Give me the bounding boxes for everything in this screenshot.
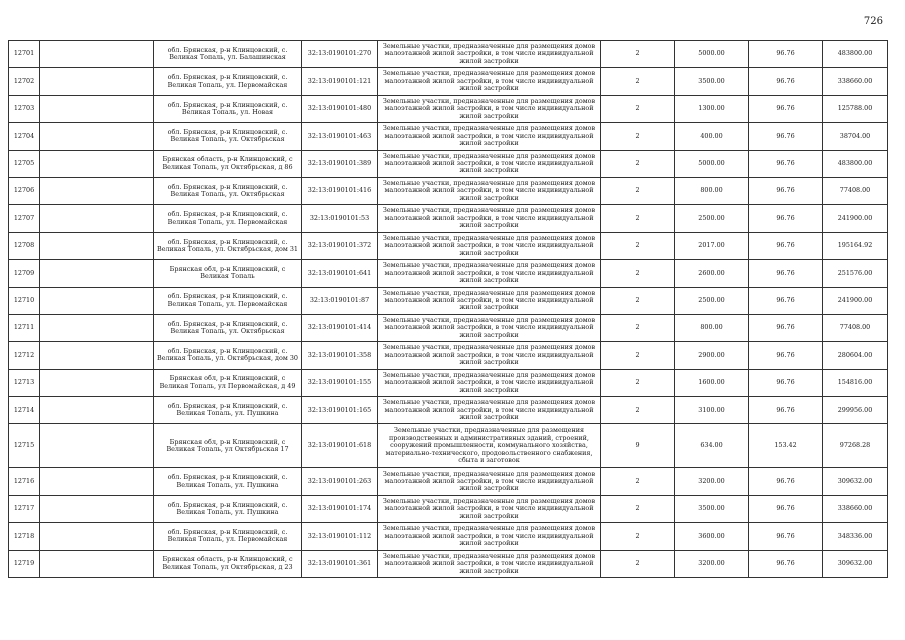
address-cell: обл. Брянская, р-н Клинцовский, с. Великая Топаль, ул. Пушкина (154, 468, 302, 495)
address-cell: Брянская область, р-н Клинцовский, с Великая Топаль, ул Октябрьская, д 23 (154, 550, 302, 577)
cadastral-number-cell: 32:13:0190101:87 (302, 287, 378, 314)
cadastral-value-cell: 77408.00 (823, 314, 888, 341)
permitted-use-cell: Земельные участки, предназначенные для размещения домов малоэтажной жилой застройки, в том числе индивидуальной жилой застройки (378, 314, 601, 341)
rate-cell: 96.76 (749, 123, 823, 150)
category-cell: 2 (601, 41, 675, 68)
cadastral-value-cell: 195164.92 (823, 232, 888, 259)
rate-cell: 96.76 (749, 342, 823, 369)
row-id-cell: 12717 (9, 495, 40, 522)
table-row (9, 123, 888, 150)
cadastral-value-cell: 251576.00 (823, 260, 888, 287)
cadastral-number-cell: 32:13:0190101:618 (302, 424, 378, 468)
empty-cell (40, 68, 154, 95)
row-id-cell: 12701 (9, 41, 40, 68)
cadastral-number-cell: 32:13:0190101:463 (302, 123, 378, 150)
permitted-use-cell: Земельные участки, предназначенные для размещения домов малоэтажной жилой застройки, в том числе индивидуальной жилой застройки (378, 287, 601, 314)
area-cell: 1300.00 (675, 95, 749, 122)
row-id-cell: 12716 (9, 468, 40, 495)
row-id-cell: 12702 (9, 68, 40, 95)
empty-cell (40, 369, 154, 396)
cadastral-number-cell: 32:13:0190101:112 (302, 523, 378, 550)
area-cell: 5000.00 (675, 150, 749, 177)
row-id-cell: 12715 (9, 424, 40, 468)
table-row (9, 342, 888, 369)
rate-cell: 96.76 (749, 287, 823, 314)
row-id-cell: 12712 (9, 342, 40, 369)
category-cell: 2 (601, 260, 675, 287)
empty-cell (40, 550, 154, 577)
permitted-use-cell: Земельные участки, предназначенные для размещения домов малоэтажной жилой застройки, в том числе индивидуальной жилой застройки (378, 68, 601, 95)
cadastral-value-cell: 77408.00 (823, 177, 888, 204)
cadastral-number-cell: 32:13:0190101:121 (302, 68, 378, 95)
permitted-use-cell: Земельные участки, предназначенные для размещения домов малоэтажной жилой застройки, в том числе индивидуальной жилой застройки (378, 260, 601, 287)
table-row (9, 314, 888, 341)
table-body (9, 41, 888, 578)
empty-cell (40, 397, 154, 424)
address-cell: Брянская обл, р-н Клинцовский, с Великая Топаль, ул Октябрьская 17 (154, 424, 302, 468)
category-cell: 2 (601, 523, 675, 550)
area-cell: 3500.00 (675, 495, 749, 522)
cadastral-value-cell: 280604.00 (823, 342, 888, 369)
cadastral-number-cell: 32:13:0190101:155 (302, 369, 378, 396)
category-cell: 2 (601, 95, 675, 122)
area-cell: 634.00 (675, 424, 749, 468)
table-row (9, 495, 888, 522)
address-cell: обл. Брянская, р-н Клинцовский, с. Великая Топаль, ул. Первомайская (154, 523, 302, 550)
rate-cell: 96.76 (749, 41, 823, 68)
row-id-cell: 12703 (9, 95, 40, 122)
cadastral-number-cell: 32:13:0190101:53 (302, 205, 378, 232)
cadastral-value-cell: 309632.00 (823, 550, 888, 577)
empty-cell (40, 260, 154, 287)
address-cell: обл. Брянская, р-н Клинцовский, с. Великая Топаль, ул. Первомайская (154, 68, 302, 95)
empty-cell (40, 424, 154, 468)
address-cell: обл. Брянская, р-н Клинцовский, с. Великая Топаль, ул. Пушкина (154, 495, 302, 522)
row-id-cell: 12708 (9, 232, 40, 259)
permitted-use-cell: Земельные участки, предназначенные для размещения домов малоэтажной жилой застройки, в том числе индивидуальной жилой застройки (378, 523, 601, 550)
cadastral-number-cell: 32:13:0190101:480 (302, 95, 378, 122)
cadastral-value-cell: 309632.00 (823, 468, 888, 495)
rate-cell: 96.76 (749, 232, 823, 259)
cadastral-value-cell: 483800.00 (823, 41, 888, 68)
address-cell: обл. Брянская, р-н Клинцовский, с. Великая Топаль, ул. Новая (154, 95, 302, 122)
permitted-use-cell: Земельные участки, предназначенные для размещения домов малоэтажной жилой застройки, в том числе индивидуальной жилой застройки (378, 123, 601, 150)
category-cell: 2 (601, 550, 675, 577)
area-cell: 3500.00 (675, 68, 749, 95)
cadastral-value-cell: 338660.00 (823, 495, 888, 522)
permitted-use-cell: Земельные участки, предназначенные для размещения домов малоэтажной жилой застройки, в том числе индивидуальной жилой застройки (378, 205, 601, 232)
area-cell: 3600.00 (675, 523, 749, 550)
row-id-cell: 12709 (9, 260, 40, 287)
row-id-cell: 12707 (9, 205, 40, 232)
address-cell: обл. Брянская, р-н Клинцовский, с. Великая Топаль, ул. Октябрьская (154, 314, 302, 341)
address-cell: обл. Брянская, р-н Клинцовский, с. Великая Топаль, ул. Октябрьская (154, 177, 302, 204)
table-row (9, 150, 888, 177)
cadastral-number-cell: 32:13:0190101:414 (302, 314, 378, 341)
cadastral-number-cell: 32:13:0190101:361 (302, 550, 378, 577)
cadastral-value-cell: 97268.28 (823, 424, 888, 468)
cadastral-number-cell: 32:13:0190101:270 (302, 41, 378, 68)
address-cell: Брянская обл, р-н Клинцовский, с Великая Топаль (154, 260, 302, 287)
table-row (9, 468, 888, 495)
address-cell: обл. Брянская, р-н Клинцовский, с. Великая Топаль, ул. Пушкина (154, 397, 302, 424)
table-row (9, 550, 888, 577)
cadastral-number-cell: 32:13:0190101:165 (302, 397, 378, 424)
permitted-use-cell: Земельные участки, предназначенные для размещения производственных и административных зданий, строений, сооружений промышленности, коммунального хозяйства, материально-технического, продовольственного снабжения, сбыта и заготовок (378, 424, 601, 468)
empty-cell (40, 41, 154, 68)
cadastral-value-cell: 348336.00 (823, 523, 888, 550)
cadastral-value-cell: 241900.00 (823, 205, 888, 232)
address-cell: обл. Брянская, р-н Клинцовский, с. Великая Топаль, ул. Балашинская (154, 41, 302, 68)
empty-cell (40, 177, 154, 204)
cadastral-number-cell: 32:13:0190101:263 (302, 468, 378, 495)
row-id-cell: 12719 (9, 550, 40, 577)
cadastral-number-cell: 32:13:0190101:389 (302, 150, 378, 177)
area-cell: 2017.00 (675, 232, 749, 259)
permitted-use-cell: Земельные участки, предназначенные для размещения домов малоэтажной жилой застройки, в том числе индивидуальной жилой застройки (378, 95, 601, 122)
cadastral-number-cell: 32:13:0190101:358 (302, 342, 378, 369)
empty-cell (40, 150, 154, 177)
area-cell: 2500.00 (675, 287, 749, 314)
table-row (9, 177, 888, 204)
category-cell: 2 (601, 232, 675, 259)
empty-cell (40, 342, 154, 369)
row-id-cell: 12705 (9, 150, 40, 177)
row-id-cell: 12711 (9, 314, 40, 341)
cadastral-value-cell: 38704.00 (823, 123, 888, 150)
rate-cell: 96.76 (749, 95, 823, 122)
area-cell: 2600.00 (675, 260, 749, 287)
rate-cell: 96.76 (749, 468, 823, 495)
category-cell: 2 (601, 177, 675, 204)
permitted-use-cell: Земельные участки, предназначенные для размещения домов малоэтажной жилой застройки, в том числе индивидуальной жилой застройки (378, 342, 601, 369)
area-cell: 800.00 (675, 177, 749, 204)
table-row (9, 205, 888, 232)
cadastral-value-cell: 299956.00 (823, 397, 888, 424)
rate-cell: 96.76 (749, 68, 823, 95)
permitted-use-cell: Земельные участки, предназначенные для размещения домов малоэтажной жилой застройки, в том числе индивидуальной жилой застройки (378, 397, 601, 424)
category-cell: 2 (601, 369, 675, 396)
address-cell: обл. Брянская, р-н Клинцовский, с. Великая Топаль, ул. Октябрьская, дом 30 (154, 342, 302, 369)
empty-cell (40, 123, 154, 150)
category-cell: 2 (601, 342, 675, 369)
address-cell: обл. Брянская, р-н Клинцовский, с. Великая Топаль, ул. Первомайская (154, 287, 302, 314)
table-row (9, 232, 888, 259)
area-cell: 3200.00 (675, 468, 749, 495)
empty-cell (40, 523, 154, 550)
permitted-use-cell: Земельные участки, предназначенные для размещения домов малоэтажной жилой застройки, в том числе индивидуальной жилой застройки (378, 41, 601, 68)
area-cell: 2900.00 (675, 342, 749, 369)
cadastral-number-cell: 32:13:0190101:372 (302, 232, 378, 259)
category-cell: 2 (601, 150, 675, 177)
address-cell: обл. Брянская, р-н Клинцовский, с. Великая Топаль, ул. Первомайская (154, 205, 302, 232)
rate-cell: 96.76 (749, 397, 823, 424)
permitted-use-cell: Земельные участки, предназначенные для размещения домов малоэтажной жилой застройки, в том числе индивидуальной жилой застройки (378, 468, 601, 495)
land-registry-table (8, 40, 888, 578)
permitted-use-cell: Земельные участки, предназначенные для размещения домов малоэтажной жилой застройки, в том числе индивидуальной жилой застройки (378, 495, 601, 522)
cadastral-number-cell: 32:13:0190101:416 (302, 177, 378, 204)
empty-cell (40, 495, 154, 522)
row-id-cell: 12710 (9, 287, 40, 314)
permitted-use-cell: Земельные участки, предназначенные для размещения домов малоэтажной жилой застройки, в том числе индивидуальной жилой застройки (378, 232, 601, 259)
permitted-use-cell: Земельные участки, предназначенные для размещения домов малоэтажной жилой застройки, в том числе индивидуальной жилой застройки (378, 150, 601, 177)
table-row (9, 424, 888, 468)
empty-cell (40, 205, 154, 232)
table-row (9, 523, 888, 550)
cadastral-value-cell: 483800.00 (823, 150, 888, 177)
area-cell: 1600.00 (675, 369, 749, 396)
table-row (9, 369, 888, 396)
cadastral-number-cell: 32:13:0190101:174 (302, 495, 378, 522)
permitted-use-cell: Земельные участки, предназначенные для размещения домов малоэтажной жилой застройки, в том числе индивидуальной жилой застройки (378, 369, 601, 396)
address-cell: обл. Брянская, р-н Клинцовский, с. Великая Топаль, ул. Октябрьская (154, 123, 302, 150)
rate-cell: 96.76 (749, 523, 823, 550)
row-id-cell: 12718 (9, 523, 40, 550)
area-cell: 400.00 (675, 123, 749, 150)
permitted-use-cell: Земельные участки, предназначенные для размещения домов малоэтажной жилой застройки, в том числе индивидуальной жилой застройки (378, 177, 601, 204)
page-number: 726 (863, 16, 883, 27)
empty-cell (40, 95, 154, 122)
area-cell: 5000.00 (675, 41, 749, 68)
empty-cell (40, 314, 154, 341)
rate-cell: 96.76 (749, 205, 823, 232)
address-cell: Брянская обл, р-н Клинцовский, с Великая Топаль, ул Первомайская, д 49 (154, 369, 302, 396)
empty-cell (40, 468, 154, 495)
table-row (9, 260, 888, 287)
rate-cell: 96.76 (749, 150, 823, 177)
table-row (9, 397, 888, 424)
rate-cell: 96.76 (749, 550, 823, 577)
permitted-use-cell: Земельные участки, предназначенные для размещения домов малоэтажной жилой застройки, в том числе индивидуальной жилой застройки (378, 550, 601, 577)
address-cell: Брянская область, р-н Клинцовский, с Великая Топаль, ул Октябрьская, д 86 (154, 150, 302, 177)
cadastral-value-cell: 125788.00 (823, 95, 888, 122)
category-cell: 2 (601, 397, 675, 424)
cadastral-number-cell: 32:13:0190101:641 (302, 260, 378, 287)
rate-cell: 96.76 (749, 260, 823, 287)
empty-cell (40, 232, 154, 259)
rate-cell: 153.42 (749, 424, 823, 468)
row-id-cell: 12713 (9, 369, 40, 396)
rate-cell: 96.76 (749, 495, 823, 522)
category-cell: 2 (601, 68, 675, 95)
area-cell: 3100.00 (675, 397, 749, 424)
table-row (9, 95, 888, 122)
area-cell: 800.00 (675, 314, 749, 341)
cadastral-value-cell: 154816.00 (823, 369, 888, 396)
table-row (9, 68, 888, 95)
cadastral-value-cell: 338660.00 (823, 68, 888, 95)
row-id-cell: 12704 (9, 123, 40, 150)
category-cell: 2 (601, 287, 675, 314)
category-cell: 2 (601, 123, 675, 150)
row-id-cell: 12706 (9, 177, 40, 204)
category-cell: 2 (601, 205, 675, 232)
address-cell: обл. Брянская, р-н Клинцовский, с. Великая Топаль, ул. Октябрьская, дом 31 (154, 232, 302, 259)
rate-cell: 96.76 (749, 314, 823, 341)
category-cell: 2 (601, 468, 675, 495)
row-id-cell: 12714 (9, 397, 40, 424)
table-row (9, 41, 888, 68)
cadastral-value-cell: 241900.00 (823, 287, 888, 314)
area-cell: 3200.00 (675, 550, 749, 577)
category-cell: 2 (601, 495, 675, 522)
rate-cell: 96.76 (749, 369, 823, 396)
table-row (9, 287, 888, 314)
category-cell: 9 (601, 424, 675, 468)
area-cell: 2500.00 (675, 205, 749, 232)
category-cell: 2 (601, 314, 675, 341)
rate-cell: 96.76 (749, 177, 823, 204)
empty-cell (40, 287, 154, 314)
